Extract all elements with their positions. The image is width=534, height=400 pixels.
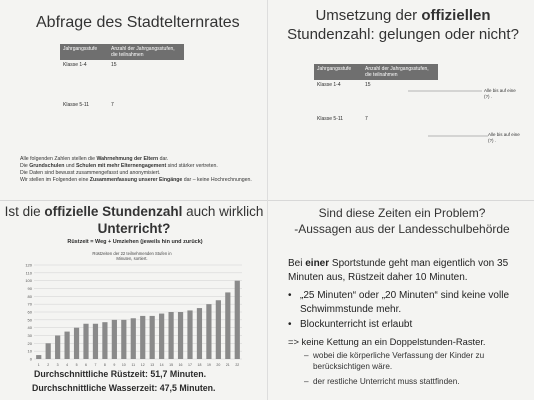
x-tick-label: 5 [75, 363, 78, 367]
slide-title: Abfrage des Stadtelternrates [36, 14, 240, 31]
note-line: Die Daten sind bewusst zusammengefasst und anonymisiert. [20, 170, 161, 176]
slide-stadtelternrat [0, 0, 266, 200]
y-tick-label: 20 [27, 340, 32, 346]
table-cell: Klasse 1-4 [317, 82, 341, 88]
bar [235, 281, 240, 359]
bar [187, 310, 192, 359]
x-tick-label: 8 [103, 363, 106, 367]
bar [131, 318, 136, 359]
y-tick-label: 60 [27, 309, 32, 315]
y-tick-label: 80 [27, 293, 32, 299]
y-tick-label: 100 [25, 278, 32, 284]
slide-title: Sind diese Zeiten ein Problem? -Aussagen aus der Landesschulbehörde [294, 206, 510, 236]
annotation-text: Alle bis auf eine (?) . [484, 88, 516, 99]
table-row [60, 60, 184, 100]
sub-item: – der restliche Unterricht muss stattfinden. [304, 377, 460, 386]
bar [150, 316, 155, 359]
arrow-conclusion: => keine Kettung an ein Doppelstunden-Raster. [288, 336, 486, 347]
x-tick-label: 3 [56, 363, 59, 367]
x-tick-label: 1 [37, 363, 40, 367]
x-tick-label: 22 [235, 363, 240, 367]
bar [55, 336, 60, 360]
y-tick-label: 120 [25, 262, 32, 268]
column-header: Jahrgangsstufe [314, 64, 362, 80]
bar [197, 308, 202, 359]
note-line: Wir stellen im Folgenden eine Zusammenfassung unserer Eingänge dar – keine Hochrechnungen. [20, 177, 252, 183]
sub-item: – wobei die körperliche Verfassung der Kinder zu berücksichtigen wäre. [304, 351, 485, 371]
notes-block [20, 156, 260, 184]
x-tick-label: 14 [159, 363, 164, 367]
annotation-arrows [268, 0, 534, 200]
column-header: Anzahl der Jahrgangsstufen, die teilnahmen [362, 64, 438, 80]
bar [178, 312, 183, 359]
x-tick-label: 7 [94, 363, 97, 367]
bar [225, 292, 230, 359]
bar [168, 312, 173, 359]
ruestzeit-bar-chart [18, 261, 248, 369]
y-tick-label: 90 [27, 286, 32, 291]
table-cell: Klasse 5-11 [317, 116, 344, 122]
y-tick-label: 10 [27, 348, 32, 354]
table-cell: 15 [365, 82, 371, 88]
table-cell: 7 [365, 116, 368, 122]
table-cell: Klasse 5-11 [63, 102, 90, 108]
bar [121, 320, 126, 359]
x-tick-label: 13 [150, 363, 155, 367]
y-tick-label: 0 [29, 356, 32, 362]
x-tick-label: 2 [47, 363, 50, 367]
bar [216, 300, 221, 359]
average-ruestzeit: Durchschnittliche Rüstzeit: 51,7 Minuten. [34, 369, 207, 379]
column-header: Jahrgangsstufe [60, 44, 108, 60]
x-tick-label: 12 [140, 363, 145, 367]
annotation-text: Alle bis auf eine (?) . [488, 132, 520, 143]
bar [36, 355, 41, 359]
bar [64, 332, 69, 359]
bullet-item: • „25 Minuten“ oder „20 Minuten“ sind keine volle Schwimmstunde mehr. [288, 290, 509, 315]
slide-ruestzeit [0, 201, 266, 400]
slide-title: Ist die offizielle Stundenzahl auch wirklich Unterricht? [4, 204, 264, 236]
slide-title: Umsetzung der offiziellen Stundenzahl: gelungen oder nicht? [287, 7, 519, 43]
bullet-item: • Blockunterricht ist erlaubt [288, 319, 413, 330]
x-tick-label: 20 [216, 363, 221, 367]
y-tick-label: 40 [27, 325, 32, 331]
y-tick-label: 30 [27, 333, 32, 338]
bar [74, 328, 79, 359]
participation-table [60, 44, 184, 110]
table-cell: 7 [111, 102, 114, 108]
table-cell: 15 [111, 62, 117, 68]
x-tick-label: 6 [85, 363, 87, 367]
table-cell: Klasse 1-4 [63, 62, 87, 68]
x-tick-label: 10 [121, 363, 126, 367]
bar [83, 324, 88, 359]
y-tick-label: 110 [25, 270, 32, 276]
chart-subtitle: Rüstzeit = Weg + Umziehen (jeweils hin und zurück) [67, 239, 203, 245]
x-tick-label: 15 [169, 363, 174, 367]
bar [159, 314, 164, 359]
x-tick-label: 9 [113, 363, 116, 367]
bar [93, 324, 98, 359]
chart-title: Rüstzeiten der 22 teilnehmenden Stufen in Minuten, sortiert. [92, 251, 172, 261]
note-line: Die Grundschulen und Schulen mit mehr Elternengagement sind stärker vertreten. [20, 163, 218, 169]
column-header: Anzahl der Jahrgangsstufen, die teilnahmen [108, 44, 184, 60]
bar [140, 316, 145, 359]
slide-umsetzung [268, 0, 534, 200]
x-tick-label: 19 [206, 363, 211, 367]
bar [206, 304, 211, 359]
y-tick-label: 70 [27, 301, 32, 307]
x-tick-label: 11 [131, 363, 136, 367]
intro-paragraph: Bei einer Sportstunde geht man eigentlich von 35 Minuten aus, Rüstzeit daher 10 Minuten. [288, 258, 509, 283]
x-tick-label: 21 [225, 363, 230, 367]
bar [102, 322, 107, 359]
bar [46, 343, 51, 359]
note-line: Alle folgenden Zahlen stellen die Wahrnehmung der Eltern dar. [20, 156, 169, 162]
average-wasserzeit: Durchschnittliche Wasserzeit: 47,5 Minuten. [32, 383, 216, 393]
table-row [60, 100, 184, 110]
slide-landesschulbehoerde [268, 201, 534, 400]
x-tick-label: 17 [188, 363, 192, 367]
x-tick-label: 18 [197, 363, 202, 367]
x-tick-label: 16 [178, 363, 183, 367]
bar [112, 320, 117, 359]
y-tick-label: 50 [27, 317, 32, 323]
x-tick-label: 4 [66, 363, 69, 367]
